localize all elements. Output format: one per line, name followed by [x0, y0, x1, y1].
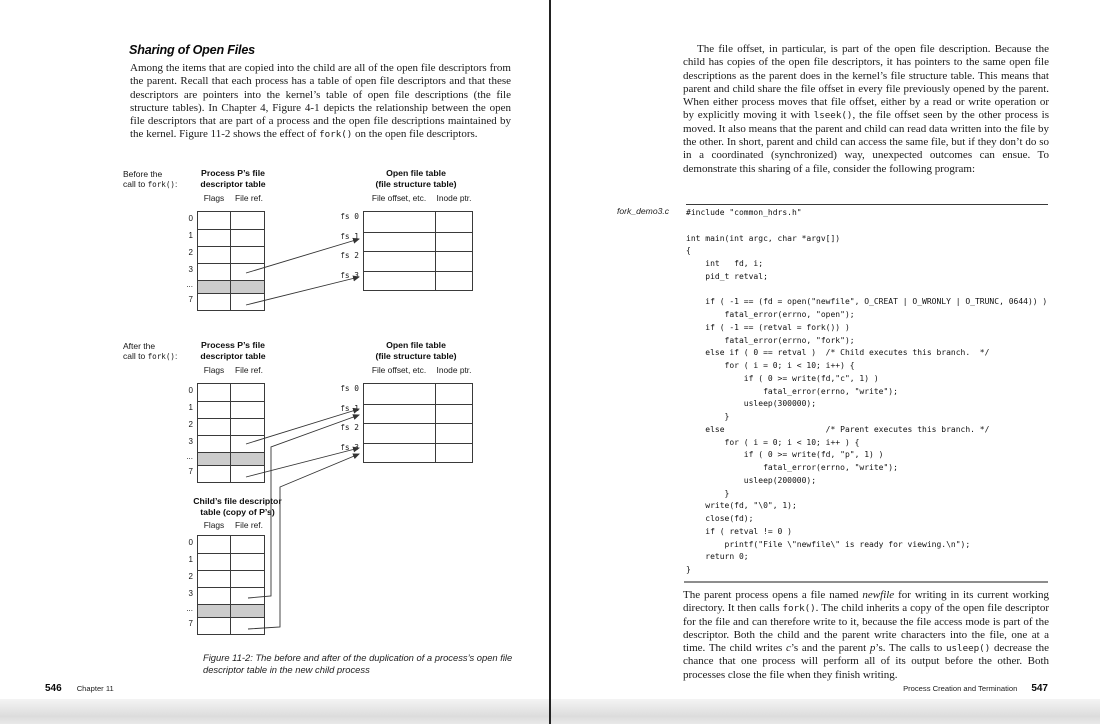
- fd-row-label: 2: [188, 248, 193, 257]
- fd-row-label: 0: [188, 386, 193, 395]
- open-file-table-title-before: Open file table (file structure table): [375, 168, 457, 189]
- table-row: [198, 229, 264, 246]
- code-line: }: [686, 412, 730, 421]
- code-line: if ( 0 >= write(fd, "p", 1) ): [686, 450, 884, 460]
- code-line: fatal_error(errno, "open");: [686, 310, 855, 319]
- table-row: [198, 570, 264, 587]
- para1-code-lseek: lseek(): [813, 110, 853, 122]
- code-line: int fd, i;: [686, 259, 764, 268]
- para2-code-fork: fork(): [782, 603, 816, 615]
- fs-row-label: fs 0: [340, 212, 359, 221]
- table-row: [198, 384, 264, 401]
- code-line: if ( retval != 0 ): [686, 526, 792, 536]
- col-header-offset-before: File offset, etc.: [371, 193, 427, 203]
- code-line: close(fd);: [686, 514, 754, 523]
- code-line: fatal_error(errno, "write");: [686, 463, 898, 472]
- after-label-line1: After the: [123, 341, 156, 351]
- code-line: if ( 0 >= write(fd,"c", 1) ): [686, 373, 879, 383]
- table-row: [364, 251, 472, 271]
- before-label-line2b: :: [175, 179, 178, 189]
- fd-row-label: 2: [188, 420, 193, 429]
- table-row: [364, 212, 472, 232]
- intro-code-fork: fork(): [319, 129, 353, 141]
- code-line: pid_t retval;: [686, 271, 768, 281]
- fd-row-label: 7: [188, 295, 193, 304]
- para1-text-b: , the file offset seen by the other process is moved. It also means that the parent and child can read data written into the file by the other. In short, parent and child can access the same file, but if they don’t do so in a coordinated (synchronized) way, unexpected outcomes can ensue. To demonstrate this sharing of a file, consider the following program:: [683, 109, 1050, 175]
- table-row: [364, 384, 472, 404]
- col-header-inode-before: Inode ptr.: [436, 193, 472, 203]
- col-header-flags-child: Flags: [203, 520, 225, 530]
- para2-em-c: c: [785, 642, 791, 655]
- after-label-fork-code: fork(): [147, 352, 176, 361]
- before-label-line1: Before the: [123, 169, 163, 179]
- intro-text-a: Among the items that are copied into the child are all of the open file descriptors from the parent. Recall that each process has a table of open file descriptors and that these descriptors are pointers into the kernel’s table of open file descriptions (the file structure tables). In Chapter 4, Figure 4-1 depicts the relationship between the open file descriptors that are part of a process and the open file descriptions maintained by the kernel. Figure 11-2 shows the effect of: [130, 62, 511, 141]
- col-header-fileref-before: File ref.: [235, 193, 263, 203]
- right-footer: [903, 683, 1048, 694]
- before-label-fork-code: fork(): [147, 180, 176, 189]
- code-line: [686, 284, 1051, 297]
- after-label-line2a: call to: [123, 351, 148, 361]
- fd-row-label: 3: [188, 589, 193, 598]
- code-line: }: [686, 565, 691, 574]
- code-line: fatal_error(errno, "write");: [686, 386, 898, 396]
- intro-text-b: on the open file descriptors.: [352, 128, 478, 141]
- code-listing: [686, 207, 1051, 577]
- left-footer: [45, 683, 114, 694]
- table-row-ellipsis: [198, 604, 264, 617]
- p-table-title-after: Process P’s file descriptor table: [200, 340, 266, 361]
- child-table-title: Child’s file descriptor table (copy of P’s): [193, 496, 282, 517]
- fs-row-label: fs 3: [340, 443, 359, 452]
- table-row: [198, 401, 264, 418]
- fd-row-label: 1: [188, 231, 193, 240]
- left-page: [0, 0, 549, 699]
- table-row: [364, 423, 472, 443]
- col-header-inode-after: Inode ptr.: [436, 365, 472, 375]
- code-line: if ( -1 == (fd = open("newfile", O_CREAT | O_WRONLY | O_TRUNC, 0644)) ): [686, 297, 1048, 307]
- para2-text-f: decrease the chance that one process will perform all of its output before the other. Both processes close the file when they finish writing.: [683, 642, 1049, 681]
- fd-row-label: ...: [186, 604, 193, 613]
- para2-text-c: . The child inherits a copy of the open file descriptor for the file and can therefore write to it, because the file access mode is part of the descriptor. Both the child and the parent write characters into the file, one at a time. The child writes: [683, 602, 1049, 655]
- table-row: [198, 418, 264, 435]
- figure-caption: Figure 11-2: The before and after of the duplication of a process’s open file descriptor table in the new child process: [203, 652, 513, 675]
- section-heading: Sharing of Open Files: [129, 43, 255, 57]
- table-row: [364, 443, 472, 463]
- fd-row-label: ...: [186, 280, 193, 289]
- col-header-fileref-after: File ref.: [235, 365, 263, 375]
- col-header-fileref-child: File ref.: [235, 520, 263, 530]
- explanation-paragraph: [683, 589, 1049, 682]
- listing-bottom-rule: [684, 581, 1048, 583]
- fd-row-label: 0: [188, 214, 193, 223]
- code-line: printf("File \"newfile\" is ready for viewing.\n");: [686, 539, 971, 549]
- code-line: usleep(300000);: [686, 399, 817, 409]
- table-row: [198, 465, 264, 482]
- offset-paragraph: [683, 43, 1049, 176]
- open-file-table-before: [363, 211, 473, 291]
- para2-text-e: ’s. The calls to: [875, 642, 946, 655]
- code-line: int main(int argc, char *argv[]): [686, 233, 841, 243]
- table-row: [198, 617, 264, 634]
- table-row: [198, 553, 264, 570]
- chapter-label: Chapter 11: [76, 684, 114, 693]
- code-line: {: [686, 246, 691, 256]
- p-descriptor-table-before: [197, 211, 265, 311]
- table-row: [198, 263, 264, 280]
- table-row: [198, 536, 264, 553]
- p-descriptor-table-after: [197, 383, 265, 483]
- table-row: [364, 271, 472, 291]
- code-line: for ( i = 0; i < 10; i++ ) {: [686, 437, 860, 447]
- table-row: [198, 587, 264, 604]
- right-page-number: 547: [1031, 683, 1048, 694]
- open-file-table-title-after: Open file table (file structure table): [375, 340, 457, 361]
- fs-row-label: fs 1: [340, 404, 359, 413]
- col-header-flags-before: Flags: [203, 193, 225, 203]
- code-line: else /* Parent executes this branch. */: [686, 424, 990, 434]
- table-row: [198, 212, 264, 229]
- fd-row-label: 3: [188, 437, 193, 446]
- p-table-title-before: Process P’s file descriptor table: [200, 168, 266, 189]
- child-descriptor-table: [197, 535, 265, 635]
- para2-em-p: p: [869, 642, 876, 655]
- fs-row-label: fs 0: [340, 384, 359, 393]
- para2-code-usleep: usleep(): [945, 643, 991, 655]
- open-file-table-after: [363, 383, 473, 463]
- listing-filename: fork_demo3.c: [617, 206, 670, 216]
- fd-row-label: 7: [188, 619, 193, 628]
- fd-row-label: 2: [188, 572, 193, 581]
- fd-row-label: 1: [188, 403, 193, 412]
- code-line: fatal_error(errno, "fork");: [686, 335, 855, 345]
- table-row: [364, 404, 472, 424]
- code-line: else if ( 0 == retval ) /* Child executes this branch. */: [686, 348, 990, 358]
- code-line: #include "common_hdrs.h": [686, 208, 802, 217]
- para2-em-newfile: newfile: [862, 589, 895, 601]
- fd-row-label: ...: [186, 452, 193, 461]
- para2-text-b: for writing in its current working directory. It then calls: [683, 589, 1049, 615]
- table-row: [198, 293, 264, 310]
- before-label-line2a: call to: [123, 179, 148, 189]
- code-line: [686, 220, 1051, 233]
- col-header-flags-after: Flags: [203, 365, 225, 375]
- code-line: write(fd, "\0", 1);: [686, 501, 797, 511]
- section-label: Process Creation and Termination: [903, 684, 1018, 693]
- fs-row-label: fs 2: [340, 423, 359, 432]
- code-line: for ( i = 0; i < 10; i++) {: [686, 361, 855, 370]
- right-page: [551, 0, 1100, 699]
- before-fork-label: [123, 169, 177, 190]
- table-row: [198, 435, 264, 452]
- figure-11-2: [0, 0, 549, 699]
- para2-text-a: The parent process opens a file named: [683, 589, 863, 601]
- code-line: usleep(200000);: [686, 475, 817, 485]
- fs-row-label: fs 2: [340, 251, 359, 260]
- after-label-line2b: :: [175, 351, 178, 361]
- fs-row-label: fs 1: [340, 232, 359, 241]
- fd-row-label: 0: [188, 538, 193, 547]
- code-line: }: [686, 488, 730, 498]
- para1-text-a: The file offset, in particular, is part of the open file description. Because the child has copies of the open file descriptors, it has pointers to the same open file descriptions as the parent does in the kernel’s file structure table. This means that parent and child share the file offset in every file previously opened by the parent. When either process moves that file offset, either by a read or write operation or by explicitly moving it with: [683, 43, 1049, 122]
- fd-row-label: 3: [188, 265, 193, 274]
- table-row-ellipsis: [198, 452, 264, 465]
- table-row: [364, 232, 472, 252]
- listing-top-rule: [686, 204, 1048, 205]
- table-row-ellipsis: [198, 280, 264, 293]
- fd-row-label: 7: [188, 467, 193, 476]
- code-line: if ( -1 == (retval = fork()) ): [686, 322, 850, 332]
- table-row: [198, 246, 264, 263]
- fs-row-label: fs 3: [340, 271, 359, 280]
- para2-text-d: ’s and the parent: [790, 642, 870, 655]
- col-header-offset-after: File offset, etc.: [371, 365, 427, 375]
- left-page-number: 546: [45, 683, 62, 694]
- fd-row-label: 1: [188, 555, 193, 564]
- code-line: return 0;: [686, 552, 749, 562]
- after-fork-label: [123, 341, 177, 362]
